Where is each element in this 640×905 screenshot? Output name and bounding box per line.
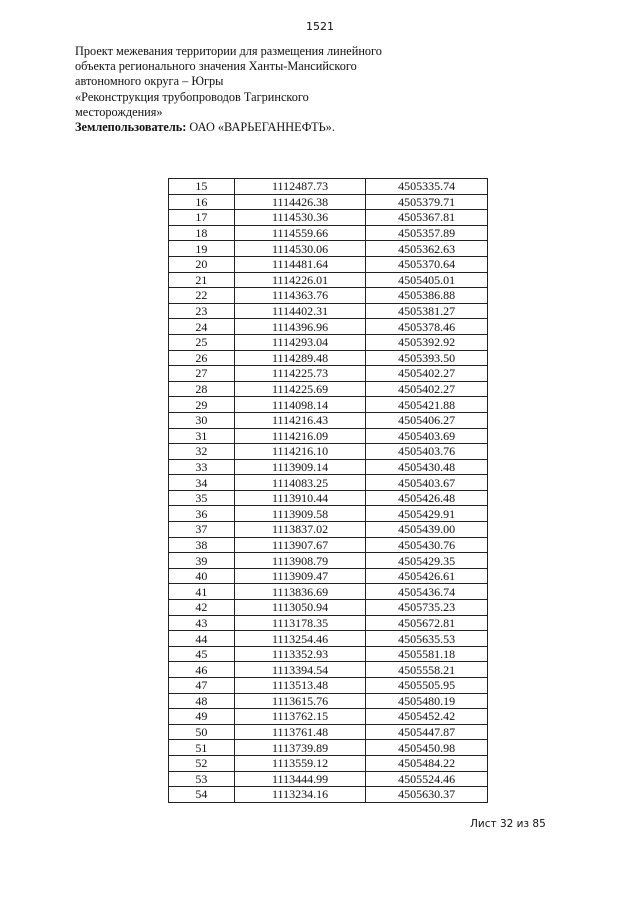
page-number: 1521 bbox=[306, 20, 334, 33]
table-row bbox=[169, 787, 488, 803]
y-coordinate-cell: 4505378.46 bbox=[366, 319, 488, 335]
table-row bbox=[169, 568, 488, 584]
point-number-cell: 23 bbox=[169, 303, 235, 319]
point-number-cell: 43 bbox=[169, 615, 235, 631]
point-number-cell: 37 bbox=[169, 522, 235, 538]
x-coordinate-cell: 1113909.14 bbox=[234, 459, 366, 475]
x-coordinate-cell: 1114481.64 bbox=[234, 256, 366, 272]
point-number-cell: 17 bbox=[169, 210, 235, 226]
land-user-label: Землепользователь: bbox=[75, 120, 187, 135]
x-coordinate-cell: 1113909.47 bbox=[234, 568, 366, 584]
y-coordinate-cell: 4505386.88 bbox=[366, 288, 488, 304]
x-coordinate-cell: 1112487.73 bbox=[234, 179, 366, 195]
point-number-cell: 31 bbox=[169, 428, 235, 444]
point-number-cell: 41 bbox=[169, 584, 235, 600]
table-row bbox=[169, 522, 488, 538]
x-coordinate-cell: 1114293.04 bbox=[234, 334, 366, 350]
x-coordinate-cell: 1113836.69 bbox=[234, 584, 366, 600]
x-coordinate-cell: 1113352.93 bbox=[234, 646, 366, 662]
table-row bbox=[169, 615, 488, 631]
x-coordinate-cell: 1113907.67 bbox=[234, 537, 366, 553]
table-row bbox=[169, 412, 488, 428]
x-coordinate-cell: 1113908.79 bbox=[234, 553, 366, 569]
sheet-counter: Лист 32 из 85 bbox=[470, 818, 546, 830]
y-coordinate-cell: 4505436.74 bbox=[366, 584, 488, 600]
x-coordinate-cell: 1114216.10 bbox=[234, 444, 366, 460]
x-coordinate-cell: 1114083.25 bbox=[234, 475, 366, 491]
y-coordinate-cell: 4505447.87 bbox=[366, 724, 488, 740]
table-row bbox=[169, 397, 488, 413]
y-coordinate-cell: 4505735.23 bbox=[366, 600, 488, 616]
header-line: «Реконструкция трубопроводов Тагринского bbox=[75, 89, 309, 104]
table-row bbox=[169, 631, 488, 647]
land-user-line bbox=[75, 120, 415, 135]
table-row bbox=[169, 537, 488, 553]
y-coordinate-cell: 4505439.00 bbox=[366, 522, 488, 538]
y-coordinate-cell: 4505403.76 bbox=[366, 444, 488, 460]
y-coordinate-cell: 4505402.27 bbox=[366, 366, 488, 382]
table-row bbox=[169, 241, 488, 257]
x-coordinate-cell: 1114289.48 bbox=[234, 350, 366, 366]
x-coordinate-cell: 1114225.73 bbox=[234, 366, 366, 382]
y-coordinate-cell: 4505430.76 bbox=[366, 537, 488, 553]
point-number-cell: 34 bbox=[169, 475, 235, 491]
x-coordinate-cell: 1114396.96 bbox=[234, 319, 366, 335]
y-coordinate-cell: 4505370.64 bbox=[366, 256, 488, 272]
y-coordinate-cell: 4505430.48 bbox=[366, 459, 488, 475]
y-coordinate-cell: 4505672.81 bbox=[366, 615, 488, 631]
point-number-cell: 33 bbox=[169, 459, 235, 475]
x-coordinate-cell: 1113178.35 bbox=[234, 615, 366, 631]
x-coordinate-cell: 1114426.38 bbox=[234, 194, 366, 210]
point-number-cell: 53 bbox=[169, 771, 235, 787]
table-row bbox=[169, 194, 488, 210]
y-coordinate-cell: 4505484.22 bbox=[366, 755, 488, 771]
y-coordinate-cell: 4505426.61 bbox=[366, 568, 488, 584]
y-coordinate-cell: 4505367.81 bbox=[366, 210, 488, 226]
x-coordinate-cell: 1114559.66 bbox=[234, 225, 366, 241]
point-number-cell: 36 bbox=[169, 506, 235, 522]
table-row bbox=[169, 256, 488, 272]
x-coordinate-cell: 1114226.01 bbox=[234, 272, 366, 288]
table-row bbox=[169, 584, 488, 600]
table-row bbox=[169, 350, 488, 366]
table-row bbox=[169, 600, 488, 616]
x-coordinate-cell: 1113615.76 bbox=[234, 693, 366, 709]
point-number-cell: 42 bbox=[169, 600, 235, 616]
x-coordinate-cell: 1113394.54 bbox=[234, 662, 366, 678]
y-coordinate-cell: 4505393.50 bbox=[366, 350, 488, 366]
x-coordinate-cell: 1113254.46 bbox=[234, 631, 366, 647]
point-number-cell: 15 bbox=[169, 179, 235, 195]
point-number-cell: 21 bbox=[169, 272, 235, 288]
table-row bbox=[169, 225, 488, 241]
table-row bbox=[169, 303, 488, 319]
point-number-cell: 16 bbox=[169, 194, 235, 210]
coordinates-table bbox=[168, 178, 488, 803]
x-coordinate-cell: 1113444.99 bbox=[234, 771, 366, 787]
point-number-cell: 25 bbox=[169, 334, 235, 350]
land-user-value: ОАО «ВАРЬЕГАННЕФТЬ». bbox=[186, 120, 335, 135]
point-number-cell: 39 bbox=[169, 553, 235, 569]
y-coordinate-cell: 4505403.69 bbox=[366, 428, 488, 444]
x-coordinate-cell: 1113739.89 bbox=[234, 740, 366, 756]
y-coordinate-cell: 4505426.48 bbox=[366, 490, 488, 506]
x-coordinate-cell: 1114363.76 bbox=[234, 288, 366, 304]
table-row bbox=[169, 740, 488, 756]
y-coordinate-cell: 4505357.89 bbox=[366, 225, 488, 241]
table-row bbox=[169, 553, 488, 569]
document-header bbox=[75, 44, 415, 135]
x-coordinate-cell: 1113909.58 bbox=[234, 506, 366, 522]
x-coordinate-cell: 1113761.48 bbox=[234, 724, 366, 740]
x-coordinate-cell: 1113559.12 bbox=[234, 755, 366, 771]
table-row bbox=[169, 678, 488, 694]
table-row bbox=[169, 755, 488, 771]
x-coordinate-cell: 1114530.06 bbox=[234, 241, 366, 257]
y-coordinate-cell: 4505450.98 bbox=[366, 740, 488, 756]
x-coordinate-cell: 1113762.15 bbox=[234, 709, 366, 725]
point-number-cell: 38 bbox=[169, 537, 235, 553]
point-number-cell: 48 bbox=[169, 693, 235, 709]
table-row bbox=[169, 319, 488, 335]
header-line: месторождения» bbox=[75, 104, 163, 119]
table-row bbox=[169, 506, 488, 522]
x-coordinate-cell: 1114402.31 bbox=[234, 303, 366, 319]
x-coordinate-cell: 1113910.44 bbox=[234, 490, 366, 506]
point-number-cell: 29 bbox=[169, 397, 235, 413]
y-coordinate-cell: 4505581.18 bbox=[366, 646, 488, 662]
y-coordinate-cell: 4505558.21 bbox=[366, 662, 488, 678]
y-coordinate-cell: 4505630.37 bbox=[366, 787, 488, 803]
table-row bbox=[169, 334, 488, 350]
y-coordinate-cell: 4505335.74 bbox=[366, 179, 488, 195]
y-coordinate-cell: 4505480.19 bbox=[366, 693, 488, 709]
y-coordinate-cell: 4505505.95 bbox=[366, 678, 488, 694]
point-number-cell: 18 bbox=[169, 225, 235, 241]
point-number-cell: 32 bbox=[169, 444, 235, 460]
x-coordinate-cell: 1113513.48 bbox=[234, 678, 366, 694]
point-number-cell: 27 bbox=[169, 366, 235, 382]
point-number-cell: 24 bbox=[169, 319, 235, 335]
table-row bbox=[169, 179, 488, 195]
y-coordinate-cell: 4505381.27 bbox=[366, 303, 488, 319]
table-row bbox=[169, 366, 488, 382]
table-row bbox=[169, 724, 488, 740]
point-number-cell: 45 bbox=[169, 646, 235, 662]
point-number-cell: 30 bbox=[169, 412, 235, 428]
table-row bbox=[169, 444, 488, 460]
point-number-cell: 54 bbox=[169, 787, 235, 803]
table-row bbox=[169, 381, 488, 397]
point-number-cell: 20 bbox=[169, 256, 235, 272]
y-coordinate-cell: 4505403.67 bbox=[366, 475, 488, 491]
table-row bbox=[169, 709, 488, 725]
y-coordinate-cell: 4505429.91 bbox=[366, 506, 488, 522]
x-coordinate-cell: 1113837.02 bbox=[234, 522, 366, 538]
table-row bbox=[169, 272, 488, 288]
table-row bbox=[169, 693, 488, 709]
header-line: Проект межевания территории для размещения линейного bbox=[75, 44, 382, 58]
coordinates-table-body bbox=[169, 179, 488, 803]
x-coordinate-cell: 1114216.09 bbox=[234, 428, 366, 444]
x-coordinate-cell: 1113050.94 bbox=[234, 600, 366, 616]
table-row bbox=[169, 459, 488, 475]
y-coordinate-cell: 4505392.92 bbox=[366, 334, 488, 350]
point-number-cell: 44 bbox=[169, 631, 235, 647]
header-line: объекта регионального значения Ханты-Мансийского bbox=[75, 59, 357, 74]
table-row bbox=[169, 288, 488, 304]
table-row bbox=[169, 646, 488, 662]
point-number-cell: 26 bbox=[169, 350, 235, 366]
y-coordinate-cell: 4505429.35 bbox=[366, 553, 488, 569]
table-row bbox=[169, 662, 488, 678]
point-number-cell: 28 bbox=[169, 381, 235, 397]
point-number-cell: 35 bbox=[169, 490, 235, 506]
table-row bbox=[169, 428, 488, 444]
y-coordinate-cell: 4505405.01 bbox=[366, 272, 488, 288]
y-coordinate-cell: 4505421.88 bbox=[366, 397, 488, 413]
point-number-cell: 51 bbox=[169, 740, 235, 756]
point-number-cell: 46 bbox=[169, 662, 235, 678]
table-row bbox=[169, 771, 488, 787]
point-number-cell: 22 bbox=[169, 288, 235, 304]
y-coordinate-cell: 4505402.27 bbox=[366, 381, 488, 397]
y-coordinate-cell: 4505635.53 bbox=[366, 631, 488, 647]
y-coordinate-cell: 4505362.63 bbox=[366, 241, 488, 257]
point-number-cell: 52 bbox=[169, 755, 235, 771]
table-row bbox=[169, 490, 488, 506]
header-line: автономного округа – Югры bbox=[75, 74, 224, 89]
point-number-cell: 19 bbox=[169, 241, 235, 257]
point-number-cell: 50 bbox=[169, 724, 235, 740]
x-coordinate-cell: 1114530.36 bbox=[234, 210, 366, 226]
point-number-cell: 49 bbox=[169, 709, 235, 725]
x-coordinate-cell: 1114216.43 bbox=[234, 412, 366, 428]
point-number-cell: 40 bbox=[169, 568, 235, 584]
table-row bbox=[169, 475, 488, 491]
y-coordinate-cell: 4505452.42 bbox=[366, 709, 488, 725]
y-coordinate-cell: 4505406.27 bbox=[366, 412, 488, 428]
y-coordinate-cell: 4505379.71 bbox=[366, 194, 488, 210]
x-coordinate-cell: 1114225.69 bbox=[234, 381, 366, 397]
x-coordinate-cell: 1113234.16 bbox=[234, 787, 366, 803]
point-number-cell: 47 bbox=[169, 678, 235, 694]
x-coordinate-cell: 1114098.14 bbox=[234, 397, 366, 413]
y-coordinate-cell: 4505524.46 bbox=[366, 771, 488, 787]
table-row bbox=[169, 210, 488, 226]
